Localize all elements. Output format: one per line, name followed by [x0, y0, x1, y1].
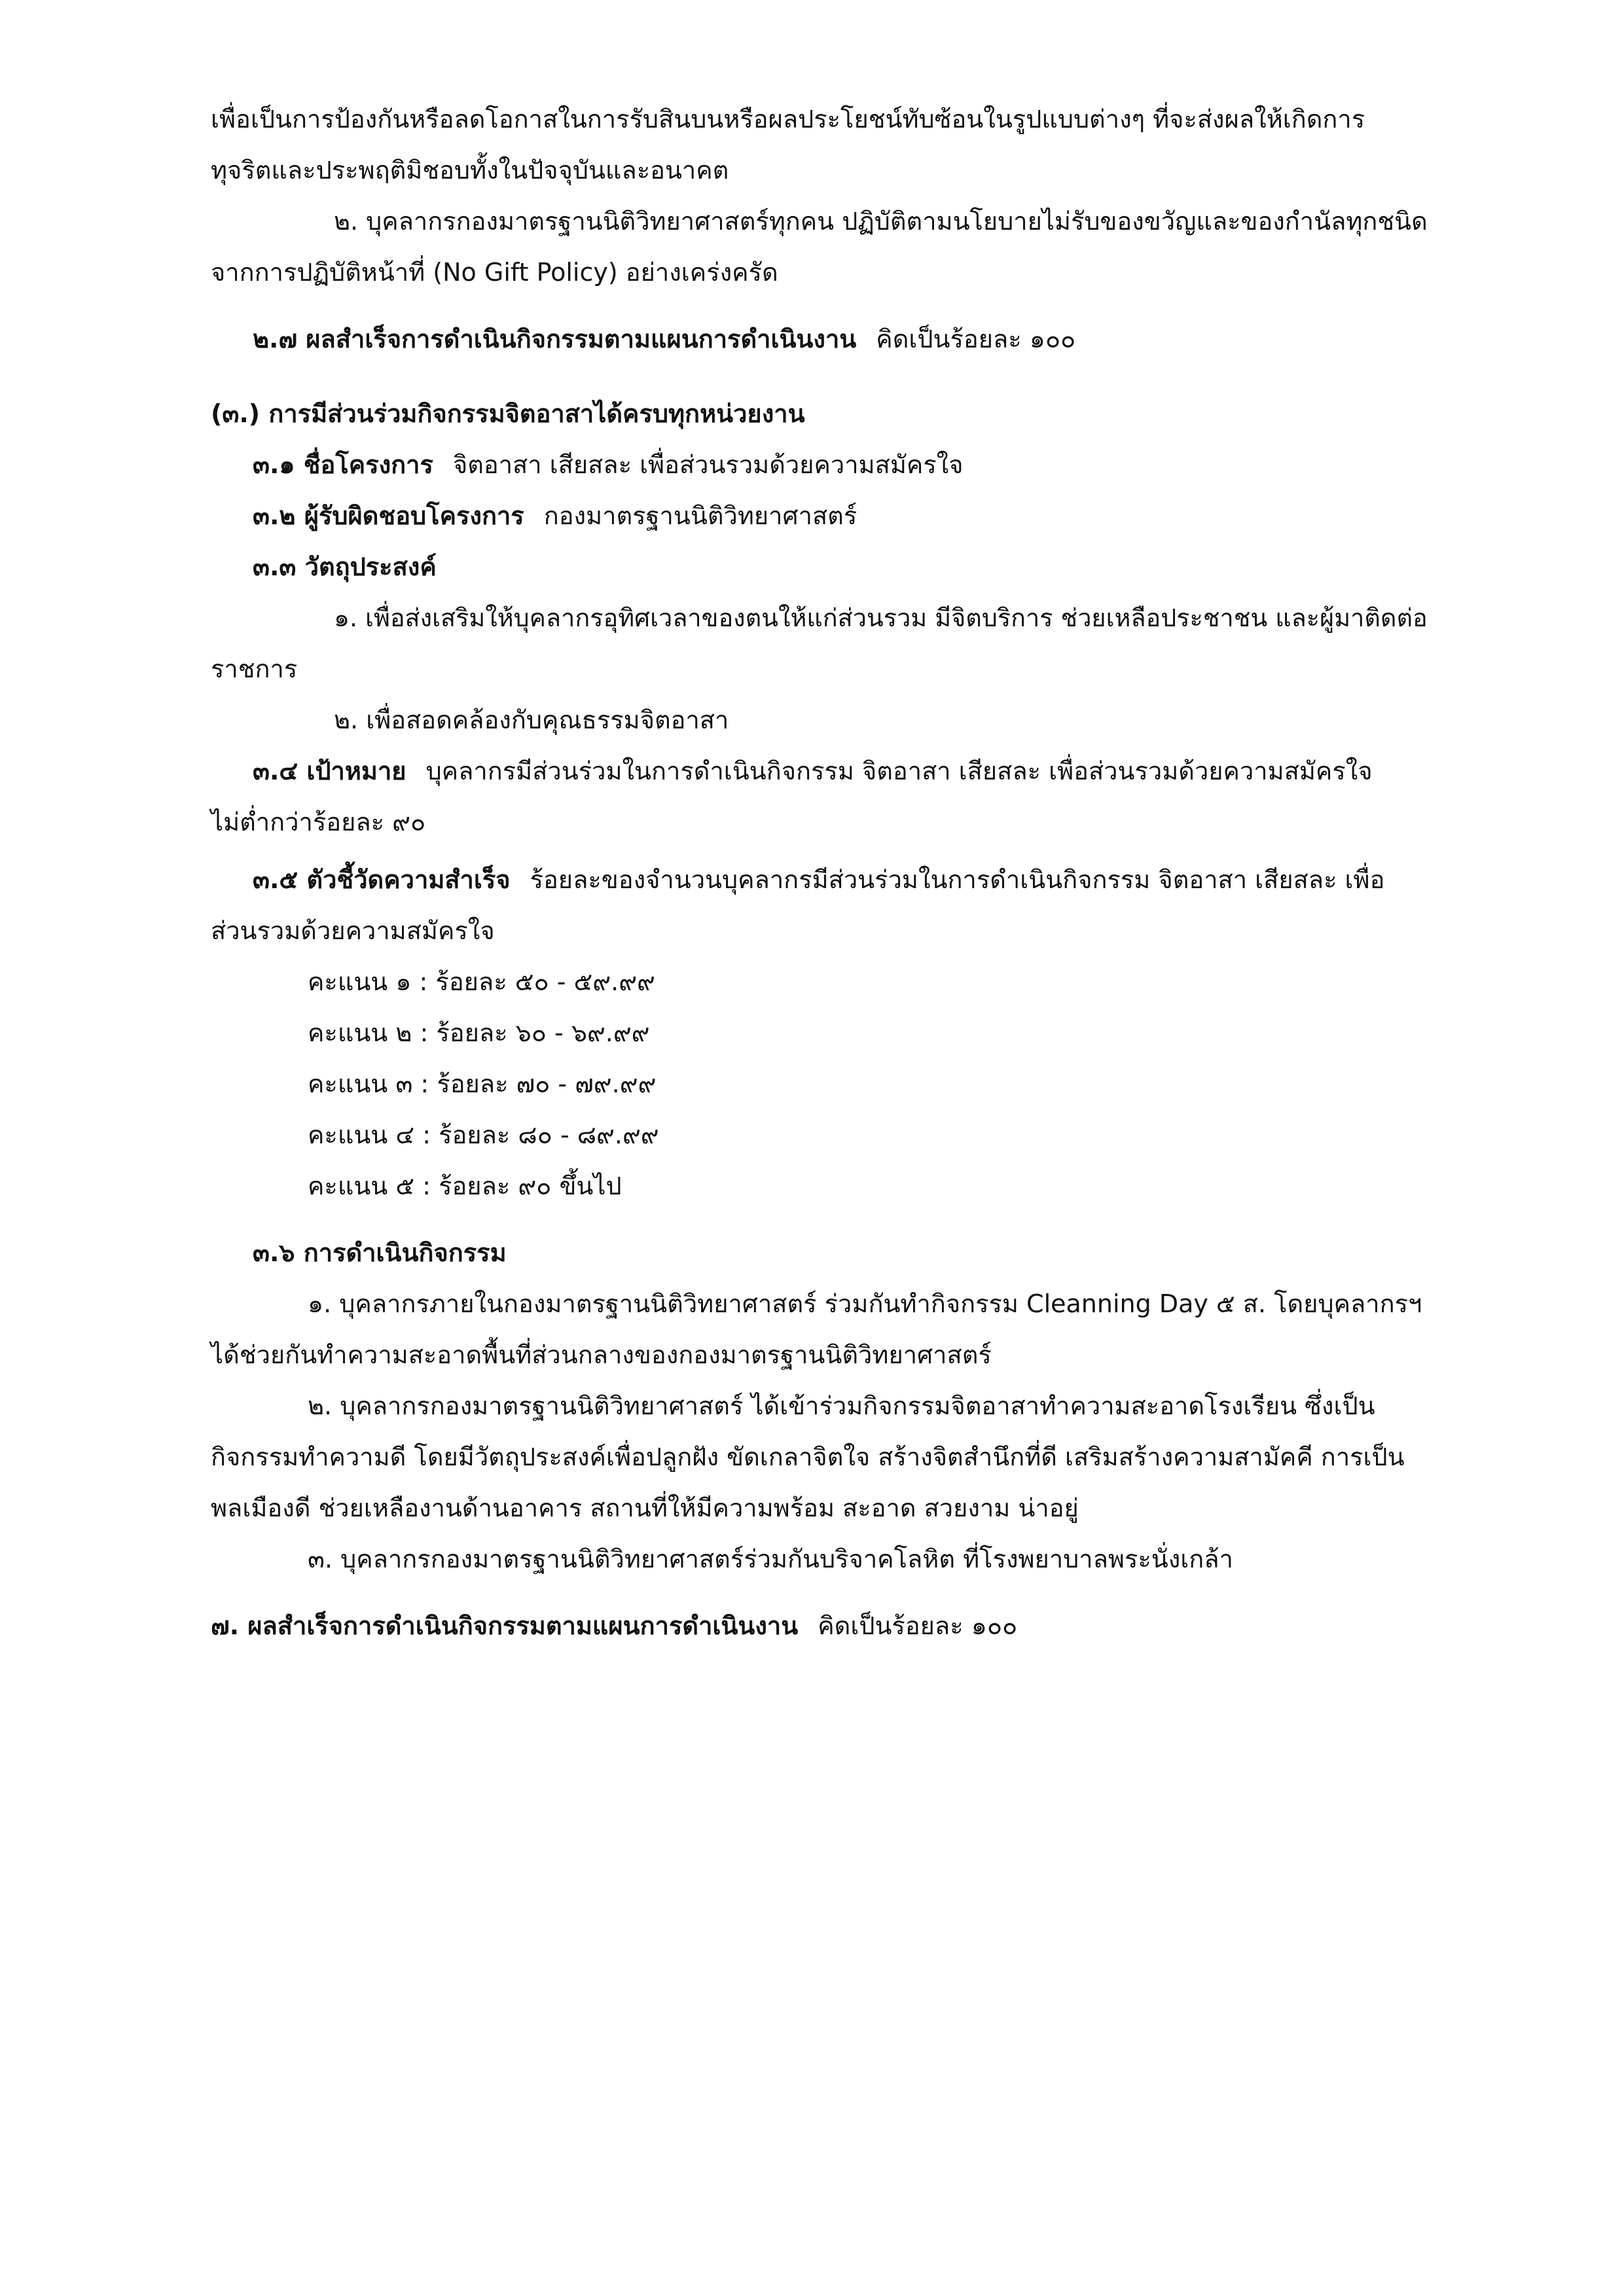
section-3-2-label: ๓.๒ ผู้รับผิดชอบโครงการ: [253, 501, 524, 530]
section-3-1-value: จิตอาสา เสียสละ เพื่อส่วนรวมด้วยความสมัครใจ: [452, 450, 964, 479]
paragraph-line: ๒. บุคลากรกองมาตรฐานนิติวิทยาศาสตร์ทุกคน ปฏิบัติตามนโยบายไม่รับของขวัญและของกำนัลทุกชนิด: [334, 207, 1428, 236]
section-3-5-row: [253, 861, 1384, 898]
activity-line: ได้ช่วยกันทำความสะอาดพื้นที่ส่วนกลางของกองมาตรฐานนิติวิทยาศาสตร์: [211, 1340, 992, 1369]
objective-line: ๑. เพื่อส่งเสริมให้บุคลากรอุทิศเวลาของตนให้แก่ส่วนรวม มีจิตบริการ ช่วยเหลือประชาชน และผู้มาติดต่อ: [334, 603, 1428, 632]
paragraph-line: ทุจริตและประพฤติมิชอบทั้งในปัจจุบันและอนาคต: [211, 156, 729, 185]
section-3-4-row: [253, 753, 1373, 789]
activity-line: พลเมืองดี ช่วยเหลืองานด้านอาคาร สถานที่ให้มีความพร้อม สะอาด สวยงาม น่าอยู่: [211, 1494, 1079, 1522]
activity-line: ๑. บุคลากรภายในกองมาตรฐานนิติวิทยาศาสตร์ ร่วมกันทำกิจกรรม Cleanning Day ๕ ส. โดยบุคลากรฯ: [308, 1289, 1422, 1318]
section-3-4-line2: ไม่ต่ำกว่าร้อยละ ๙๐: [211, 808, 426, 836]
score-item: คะแนน ๕ : ร้อยละ ๙๐ ขึ้นไป: [308, 1172, 622, 1200]
score-item: คะแนน ๑ : ร้อยละ ๕๐ - ๕๙.๙๙: [308, 967, 655, 996]
section-7-heading: ๗. ผลสำเร็จการดำเนินกิจกรรมตามแผนการดำเนินงาน: [211, 1611, 799, 1640]
section-2-7-row: [253, 321, 1075, 357]
activity-line: กิจกรรมทำความดี โดยมีวัตถุประสงค์เพื่อปลูกฝัง ขัดเกลาจิตใจ สร้างจิตสำนึกที่ดี เสริมสร้างความสามัคคี การเป็น: [211, 1443, 1405, 1471]
section-3-4-label: ๓.๔ เป้าหมาย: [253, 757, 406, 785]
section-3-4-value: บุคลากรมีส่วนร่วมในการดำเนินกิจกรรม จิตอาสา เสียสละ เพื่อส่วนรวมด้วยความสมัครใจ: [425, 757, 1373, 785]
section-2-7-value: คิดเป็นร้อยละ ๑๐๐: [876, 325, 1076, 353]
section-7-row: [211, 1607, 1017, 1644]
section-7-value: คิดเป็นร้อยละ ๑๐๐: [818, 1611, 1018, 1640]
section-3-1-row: [253, 446, 964, 483]
section-3-3-label: ๓.๓ วัตถุประสงค์: [253, 552, 437, 581]
score-item: คะแนน ๓ : ร้อยละ ๗๐ - ๗๙.๙๙: [308, 1069, 657, 1098]
section-2-7-heading: ๒.๗ ผลสำเร็จการดำเนินกิจกรรมตามแผนการดำเนินงาน: [253, 325, 857, 353]
section-3-1-label: ๓.๑ ชื่อโครงการ: [253, 450, 433, 479]
paragraph-line: จากการปฏิบัติหน้าที่ (No Gift Policy) อย่างเคร่งครัด: [211, 258, 778, 287]
score-item: คะแนน ๒ : ร้อยละ ๖๐ - ๖๙.๙๙: [308, 1018, 650, 1047]
activity-line: ๓. บุคลากรกองมาตรฐานนิติวิทยาศาสตร์ร่วมกันบริจาคโลหิต ที่โรงพยาบาลพระนั่งเกล้า: [308, 1545, 1233, 1573]
section-3-2-value: กองมาตรฐานนิติวิทยาศาสตร์: [543, 501, 857, 530]
section-3-2-row: [253, 497, 857, 534]
section-3-heading: (๓.) การมีส่วนร่วมกิจกรรมจิตอาสาได้ครบทุกหน่วยงาน: [211, 399, 805, 428]
objective-line: ๒. เพื่อสอดคล้องกับคุณธรรมจิตอาสา: [334, 706, 729, 734]
objective-line: ราชการ: [211, 655, 298, 683]
section-3-5-label: ๓.๕ ตัวชี้วัดความสำเร็จ: [253, 865, 511, 894]
paragraph-line: เพื่อเป็นการป้องกันหรือลดโอกาสในการรับสินบนหรือผลประโยชน์ทับซ้อนในรูปแบบต่างๆ ที่จะส่งผลให้เกิดการ: [211, 105, 1365, 134]
score-item: คะแนน ๔ : ร้อยละ ๘๐ - ๘๙.๙๙: [308, 1121, 659, 1149]
section-3-5-line2: ส่วนรวมด้วยความสมัครใจ: [211, 916, 495, 945]
activity-line: ๒. บุคลากรกองมาตรฐานนิติวิทยาศาสตร์ ได้เข้าร่วมกิจกรรมจิตอาสาทำความสะอาดโรงเรียน ซึ่งเป็น: [308, 1391, 1375, 1420]
section-3-5-value: ร้อยละของจำนวนบุคลากรมีส่วนร่วมในการดำเนินกิจกรรม จิตอาสา เสียสละ เพื่อ: [530, 865, 1385, 894]
section-3-6-heading: ๓.๖ การดำเนินกิจกรรม: [253, 1238, 507, 1267]
